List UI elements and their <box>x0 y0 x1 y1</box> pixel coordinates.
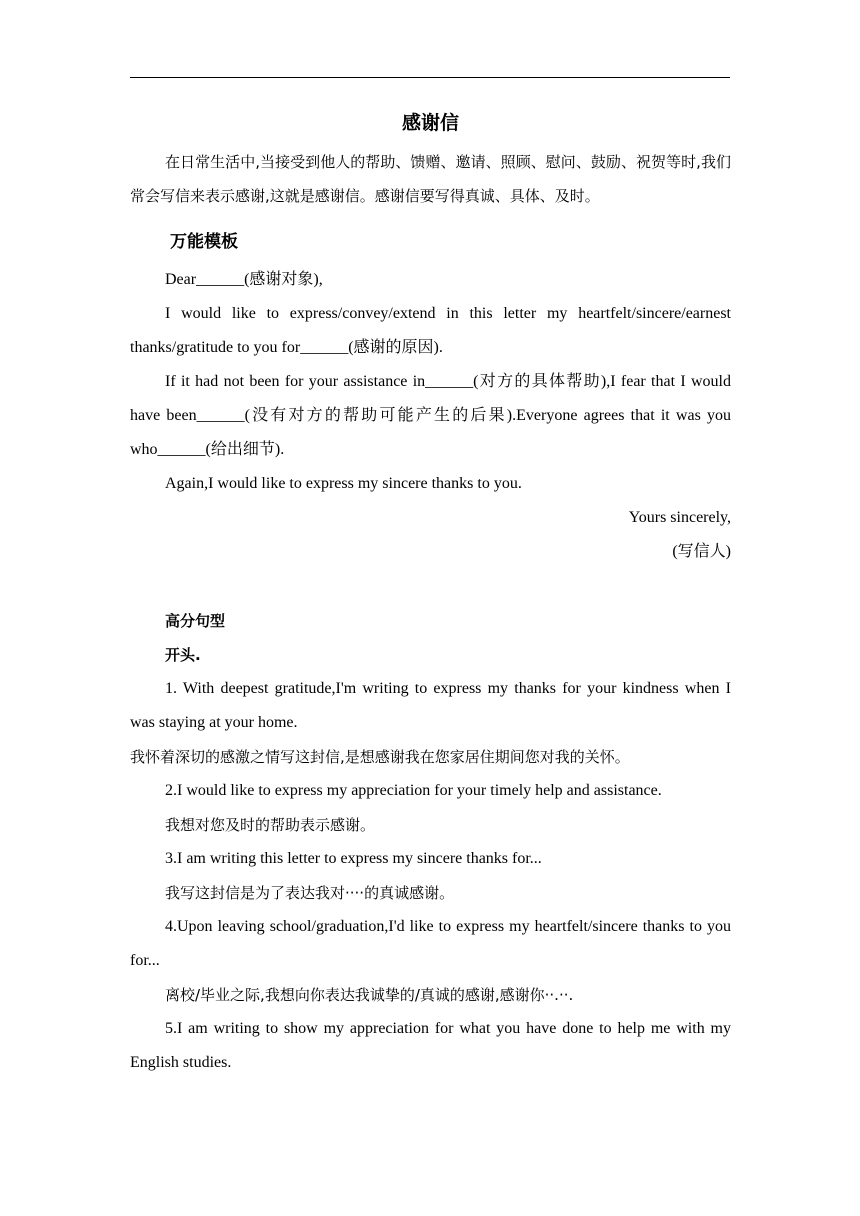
page-title: 感谢信 <box>401 112 459 134</box>
template-paragraph-1: I would like to express/convey/extend in this letter my heartfelt/sincere/earnest thanks/gratitude to you for______(感谢的原因). <box>130 305 731 356</box>
sentences-heading: 高分句型 <box>165 612 226 630</box>
sentence-5-en: 5.I am writing to show my appreciation for what you have done to help me with my English studies. <box>130 1020 731 1071</box>
header-rule <box>130 77 730 78</box>
sentence-1-en: 1. With deepest gratitude,I'm writing to express my thanks for your kindness when I was staying at your home. <box>130 680 731 731</box>
template-paragraph-3: Again,I would like to express my sincere thanks to you. <box>165 475 522 492</box>
sentence-4-en: 4.Upon leaving school/graduation,I'd like to express my heartfelt/sincere thanks to you for... <box>130 918 731 969</box>
sentence-4-zh: 离校/毕业之际,我想向你表达我诚挚的/真诚的感谢,感谢你··.··. <box>165 986 574 1004</box>
spacer <box>130 569 731 604</box>
template-salutation: Dear______(感谢对象), <box>165 271 323 288</box>
template-signature: (写信人) <box>672 543 731 560</box>
opening-heading: 开头. <box>165 646 201 664</box>
intro-paragraph: 在日常生活中,当接受到他人的帮助、馈赠、邀请、照顾、慰问、鼓励、祝贺等时,我们常会写信来表示感谢,这就是感谢信。感谢信要写得真诚、具体、及时。 <box>130 153 731 205</box>
template-closing: Yours sincerely, <box>628 509 731 526</box>
document-body <box>130 110 731 1080</box>
template-heading: 万能模板 <box>170 232 238 252</box>
sentence-2-zh: 我想对您及时的帮助表示感谢。 <box>165 816 376 834</box>
sentence-3-zh: 我写这封信是为了表达我对····的真诚感谢。 <box>165 884 455 902</box>
sentence-3-en: 3.I am writing this letter to express my sincere thanks for... <box>165 850 542 867</box>
sentence-2-en: 2.I would like to express my appreciation for your timely help and assistance. <box>165 782 662 799</box>
template-paragraph-2: If it had not been for your assistance in______(对方的具体帮助),I fear that I would have been______(没有对方的帮助可能产生的后果).Everyone agrees that it was you who______(给出细节). <box>130 373 731 458</box>
sentence-1-zh: 我怀着深切的感激之情写这封信,是想感谢我在您家居住期间您对我的关怀。 <box>130 748 630 766</box>
